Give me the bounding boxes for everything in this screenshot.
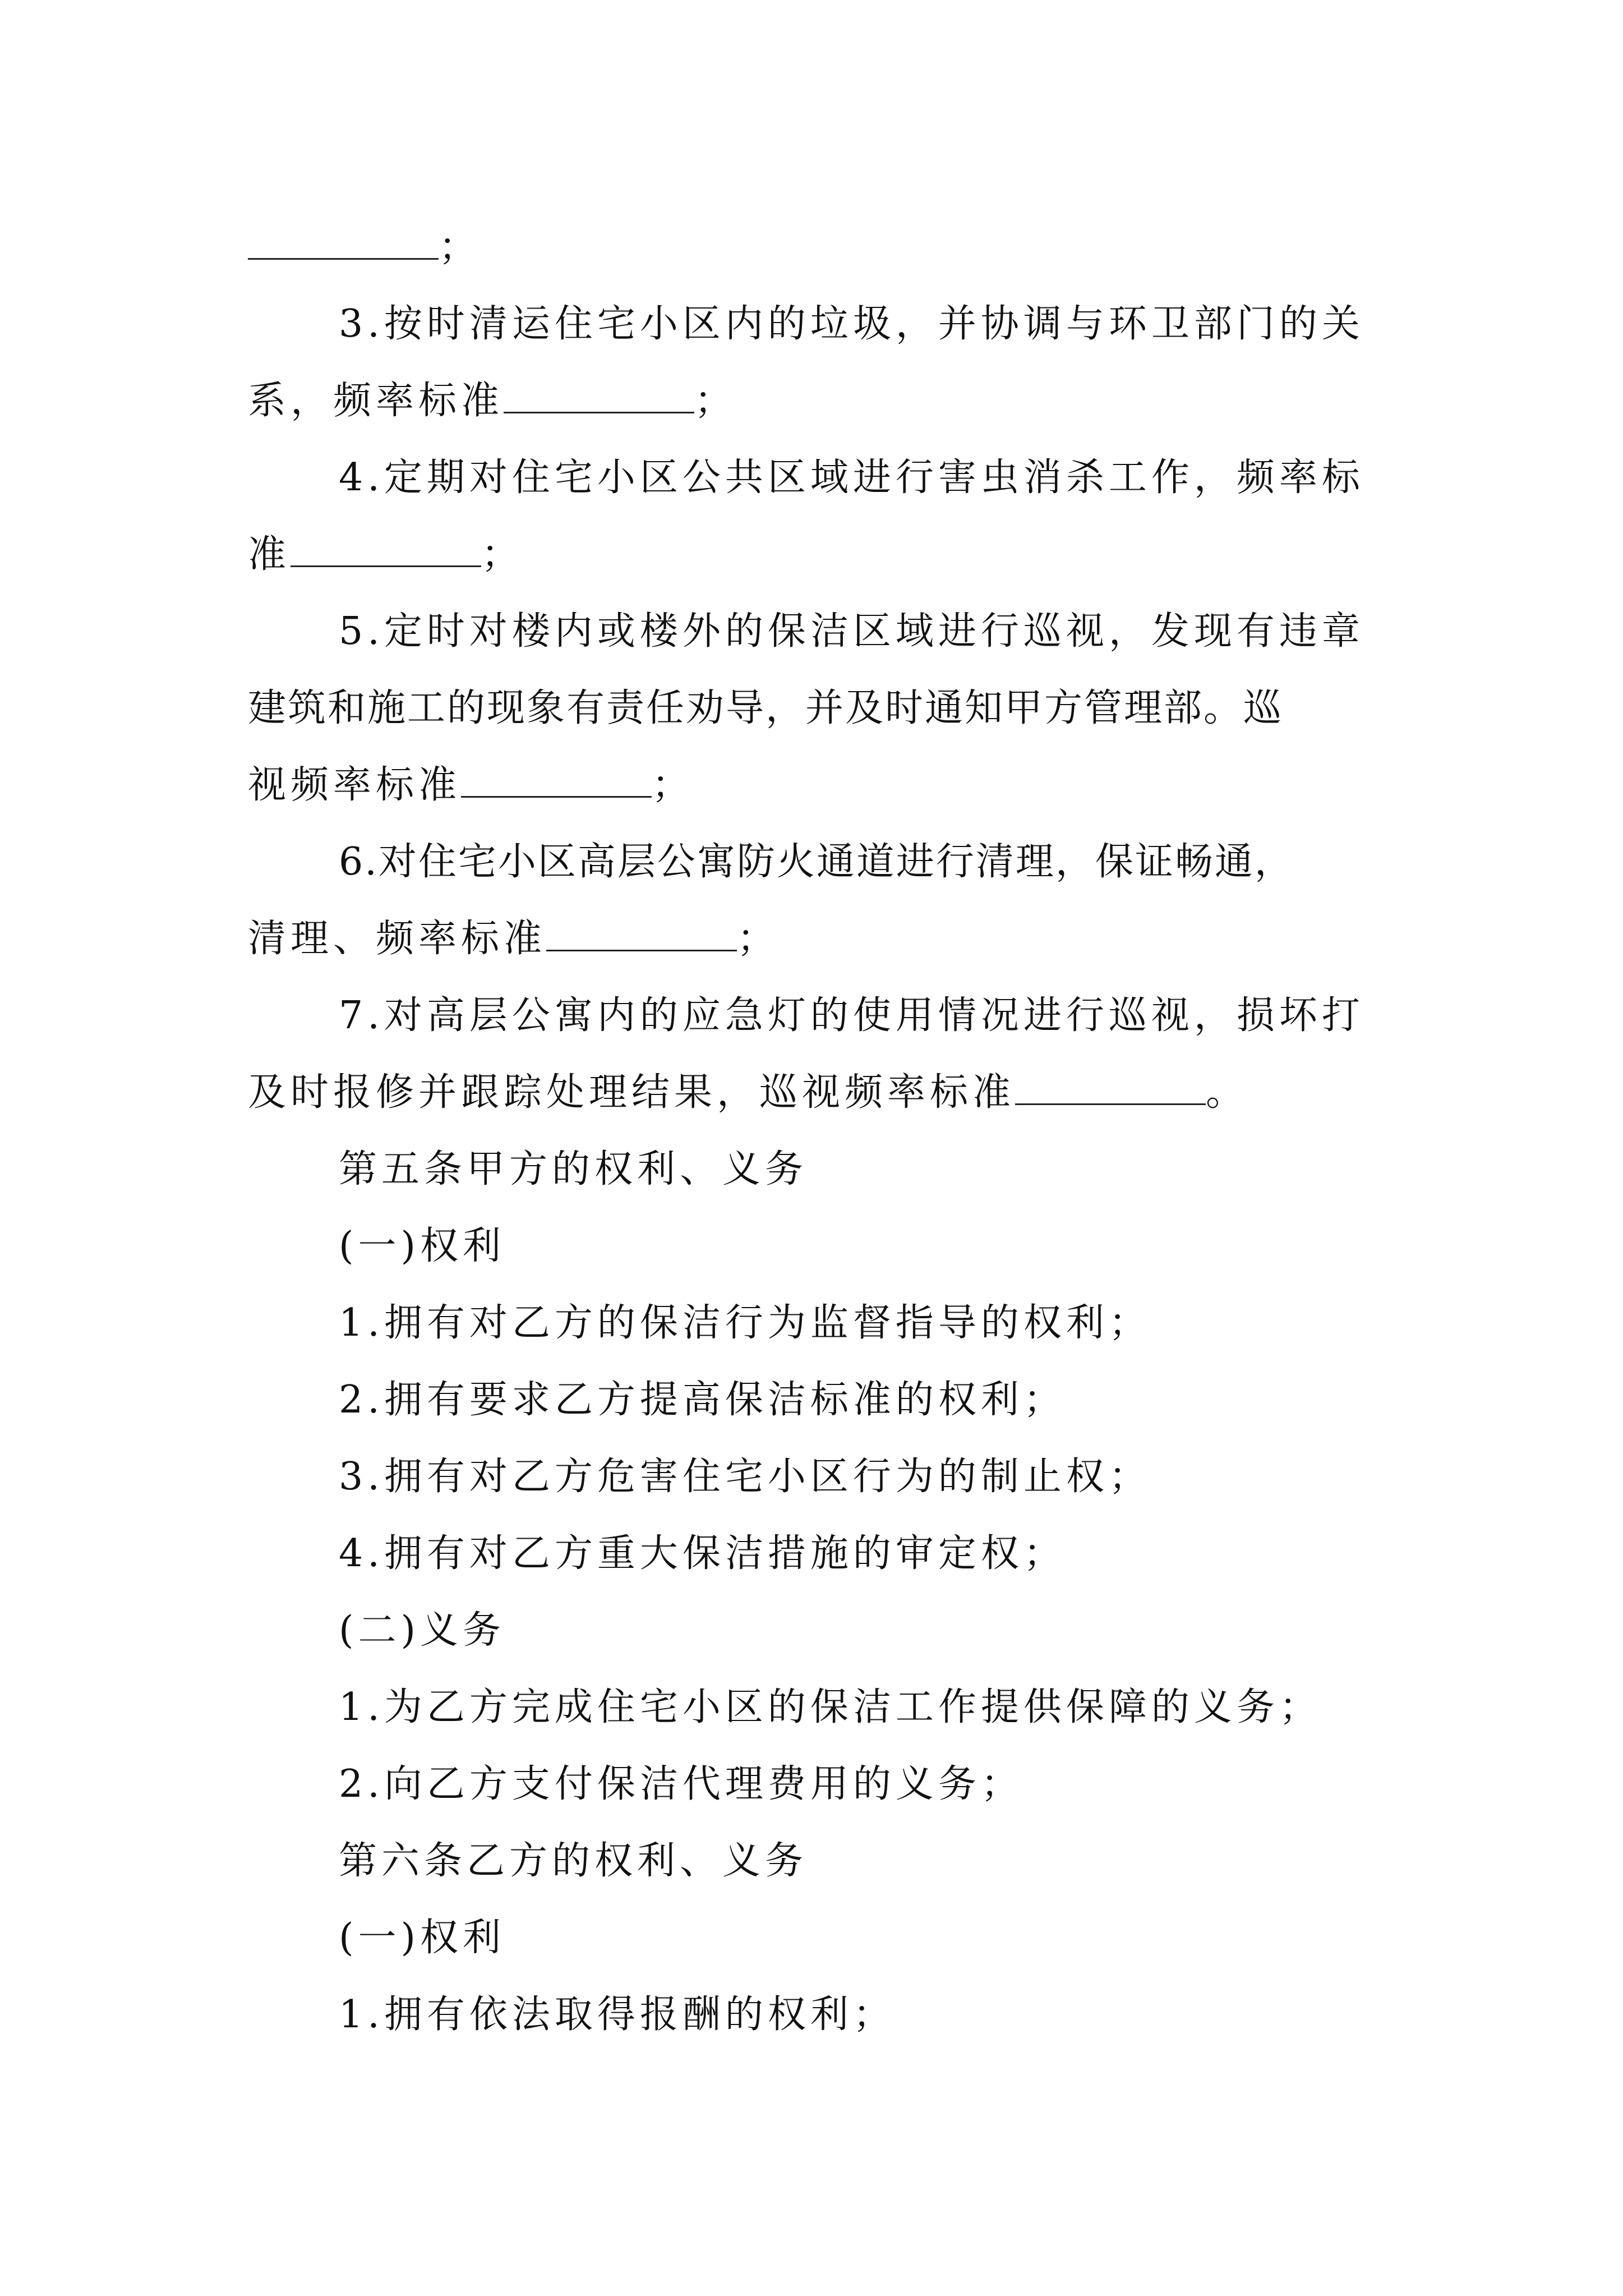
line-text: 4.定期对住宅小区公共区域进行害虫消杀工作，频率标 bbox=[339, 455, 1364, 500]
fill-in-blank bbox=[461, 792, 652, 798]
line-end-punctuation: 。 bbox=[1206, 1070, 1249, 1115]
subsection-heading bbox=[248, 1208, 1414, 1285]
text-line bbox=[248, 747, 1414, 823]
line-text: 3.按时清运住宅小区内的垃圾，并协调与环卫部门的关 bbox=[339, 302, 1364, 346]
document-body bbox=[248, 209, 1414, 2053]
line-text: 7.对高层公寓内的应急灯的使用情况进行巡视，损坏打 bbox=[339, 993, 1364, 1038]
line-text: (一)权利 bbox=[339, 1224, 506, 1268]
line-text: 3.拥有对乙方危害住宅小区行为的制止权； bbox=[339, 1455, 1151, 1499]
line-text: (二)义务 bbox=[339, 1608, 506, 1653]
line-text: 及时报修并跟踪处理结果，巡视频率标准 bbox=[248, 1070, 1016, 1115]
text-line bbox=[248, 900, 1414, 977]
list-item bbox=[248, 1746, 1414, 1823]
line-text: 视频率标准 bbox=[248, 763, 462, 807]
line-text: 2.拥有要求乙方提高保洁标准的权利； bbox=[339, 1378, 1066, 1422]
subsection-heading bbox=[248, 1592, 1414, 1669]
section-heading bbox=[248, 1131, 1414, 1208]
fill-in-blank bbox=[291, 561, 481, 567]
text-line bbox=[248, 286, 1414, 362]
line-text: 6.对住宅小区高层公寓防火通道进行清理，保证畅通， bbox=[339, 840, 1294, 884]
text-line bbox=[248, 439, 1414, 516]
list-item bbox=[248, 1438, 1414, 1515]
line-text: 1.拥有依法取得报酬的权利； bbox=[339, 1993, 896, 2037]
list-item bbox=[248, 1361, 1414, 1438]
line-text: 第五条甲方的权利、义务 bbox=[339, 1147, 808, 1191]
subsection-heading bbox=[248, 1899, 1414, 1976]
text-line bbox=[248, 823, 1414, 900]
list-item bbox=[248, 1976, 1414, 2053]
fill-in-blank bbox=[248, 254, 439, 260]
line-end-punctuation: ； bbox=[737, 917, 780, 961]
text-line bbox=[248, 977, 1414, 1054]
fill-in-blank bbox=[546, 945, 737, 951]
line-text: 清理、频率标准 bbox=[248, 917, 547, 961]
line-text: 建筑和施工的现象有责任劝导，并及时通知甲方管理部。巡 bbox=[248, 686, 1284, 730]
line-text: 准 bbox=[248, 532, 291, 577]
line-text: 5.定时对楼内或楼外的保洁区域进行巡视，发现有违章 bbox=[339, 609, 1364, 654]
line-end-punctuation: ； bbox=[694, 379, 737, 423]
fill-in-blank bbox=[504, 407, 694, 413]
list-item bbox=[248, 1669, 1414, 1746]
line-text: (一)权利 bbox=[339, 1916, 506, 1960]
text-line bbox=[248, 1054, 1414, 1131]
fill-in-blank bbox=[1015, 1099, 1206, 1105]
text-line bbox=[248, 362, 1414, 439]
text-line bbox=[248, 209, 1414, 286]
text-line bbox=[248, 670, 1414, 747]
section-heading bbox=[248, 1823, 1414, 1899]
line-text: 4.拥有对乙方重大保洁措施的审定权； bbox=[339, 1531, 1066, 1576]
line-end-punctuation: ； bbox=[481, 532, 524, 577]
line-text: 系，频率标准 bbox=[248, 379, 504, 423]
line-end-punctuation: ； bbox=[652, 763, 695, 807]
list-item bbox=[248, 1285, 1414, 1361]
text-line bbox=[248, 593, 1414, 670]
text-line bbox=[248, 516, 1414, 593]
line-end-punctuation: ； bbox=[439, 225, 482, 269]
line-text: 2.向乙方支付保洁代理费用的义务； bbox=[339, 1762, 1023, 1806]
list-item bbox=[248, 1515, 1414, 1592]
line-text: 第六条乙方的权利、义务 bbox=[339, 1839, 808, 1883]
line-text: 1.为乙方完成住宅小区的保洁工作提供保障的义务； bbox=[339, 1685, 1322, 1729]
line-text: 1.拥有对乙方的保洁行为监督指导的权利； bbox=[339, 1301, 1151, 1345]
